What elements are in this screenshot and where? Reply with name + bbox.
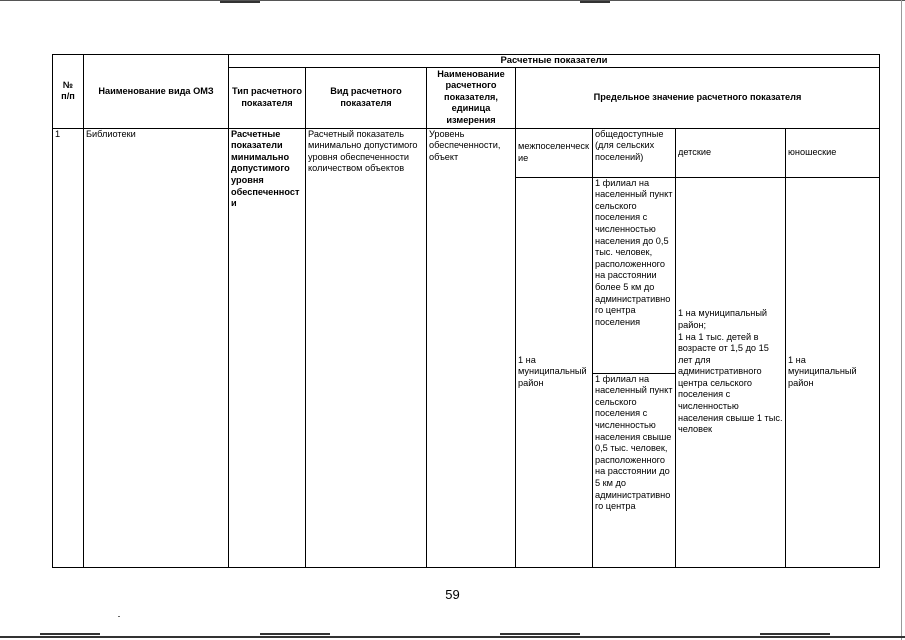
value-public-branch-1: 1 филиал на населенный пункт сельского поселения с численностью населения до 0,5 тыс. человек, расположенного на расстоянии более 5 км до административного центра поселения [593, 177, 676, 373]
scan-top-edge [0, 0, 905, 1]
header-limit-value: Предельное значение расчетного показателя [516, 67, 880, 128]
header-omz-name: Наименование вида ОМЗ [84, 55, 229, 129]
sub-header-youth: юношеские [786, 128, 880, 177]
value-public-branch-2: 1 филиал на населенный пункт сельского поселения с численностью населения свыше 0,5 тыс. человек, расположенного на расстоянии до 5 км до административного центра [593, 373, 676, 567]
scan-mark [220, 1, 260, 3]
row-indicator-kind: Расчетный показатель минимально допустимого уровня обеспеченности количеством объектов [306, 128, 427, 567]
page-number: 59 [445, 587, 460, 602]
header-indicator-name-unit: Наименование расчетного показателя, единица измерения [427, 67, 516, 128]
sub-header-children: детские [676, 128, 786, 177]
scan-mark [260, 633, 330, 635]
sub-header-public: общедоступные (для сельских поселений) [593, 128, 676, 177]
header-number: № п/п [53, 55, 84, 129]
row-indicator-name-unit: Уровень обеспеченности, объект [427, 128, 516, 567]
scan-bottom-edge [0, 636, 905, 638]
row-omz-name: Библиотеки [84, 128, 229, 567]
value-children: 1 на муниципальный район; 1 на 1 тыс. детей в возрасте от 1,5 до 15 лет для административного центра сельского поселения с численностью населения свыше 1 тыс. человек [676, 177, 786, 567]
scan-right-edge [901, 0, 902, 640]
value-youth: 1 на муниципальный район [786, 177, 880, 567]
value-interdistrict: 1 на муниципальный район [516, 177, 593, 567]
row-indicator-type: Расчетные показатели минимально допустимого уровня обеспеченности [229, 128, 306, 567]
scan-mark [500, 633, 580, 635]
scan-mark [40, 633, 100, 635]
sub-header-interdistrict: межпоселенческие [516, 128, 593, 177]
header-indicators-group: Расчетные показатели [229, 55, 880, 68]
header-indicator-type: Тип расчетного показателя [229, 67, 306, 128]
header-indicator-kind: Вид расчетного показателя [306, 67, 427, 128]
scan-mark [580, 1, 610, 3]
scan-mark [760, 633, 830, 635]
row-number: 1 [53, 128, 84, 567]
indicators-table [52, 54, 880, 568]
scan-speck [118, 616, 120, 617]
